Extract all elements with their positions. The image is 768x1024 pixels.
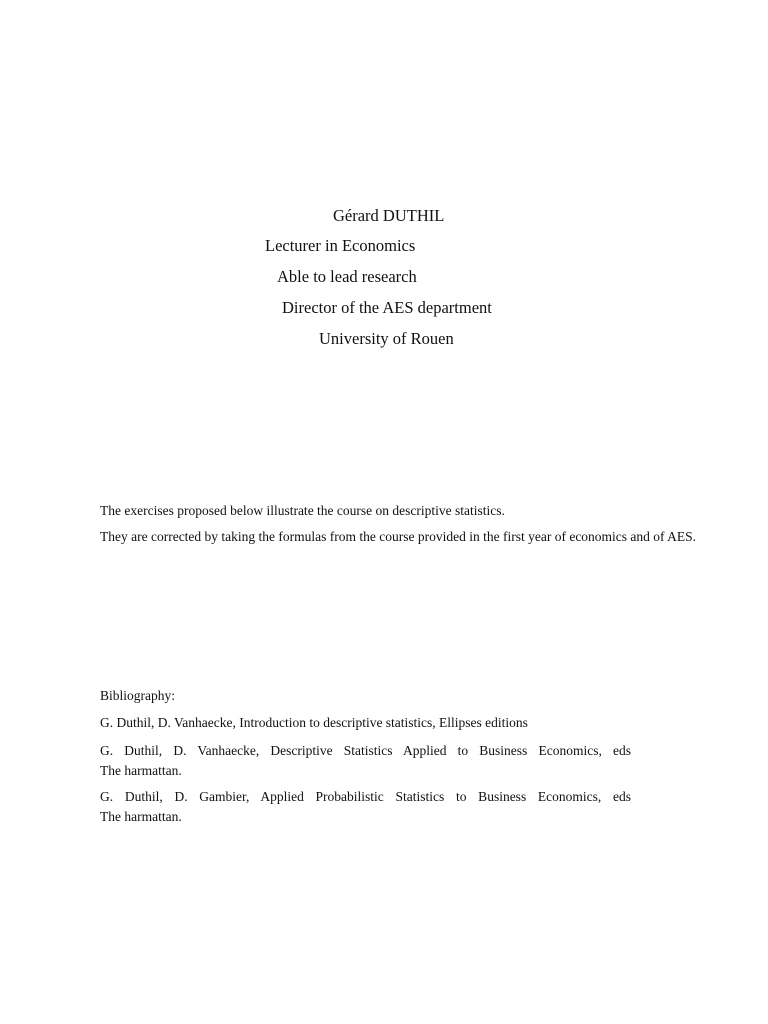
bibliography-entry-publisher: The harmattan.: [100, 809, 182, 824]
bibliography-entry-text: G. Duthil, D. Gambier, Applied Probabilistic Statistics to Business Economics, eds: [100, 789, 631, 804]
bibliography-entry-text: G. Duthil, D. Vanhaecke, Introduction to descriptive statistics, Ellipses editions: [100, 715, 528, 730]
author-position: Director of the AES department: [282, 298, 492, 317]
author-name: Gérard DUTHIL: [333, 206, 445, 225]
bibliography-heading: Bibliography:: [100, 688, 175, 703]
bibliography-entry-publisher: The harmattan.: [100, 763, 182, 778]
author-qualification: Able to lead research: [277, 267, 417, 286]
bibliography-entry: [100, 741, 631, 781]
bibliography-entry-text: G. Duthil, D. Vanhaecke, Descriptive Statistics Applied to Business Economics, eds: [100, 743, 631, 758]
intro-paragraph-2: They are corrected by taking the formulas from the course provided in the first year of economics and of AES.: [100, 529, 697, 544]
bibliography-entry: [100, 787, 631, 827]
bibliography-entry: [100, 713, 700, 733]
author-institution: University of Rouen: [319, 329, 454, 348]
author-title: Lecturer in Economics: [265, 236, 416, 255]
intro-paragraph-1: The exercises proposed below illustrate the course on descriptive statistics.: [100, 503, 505, 518]
